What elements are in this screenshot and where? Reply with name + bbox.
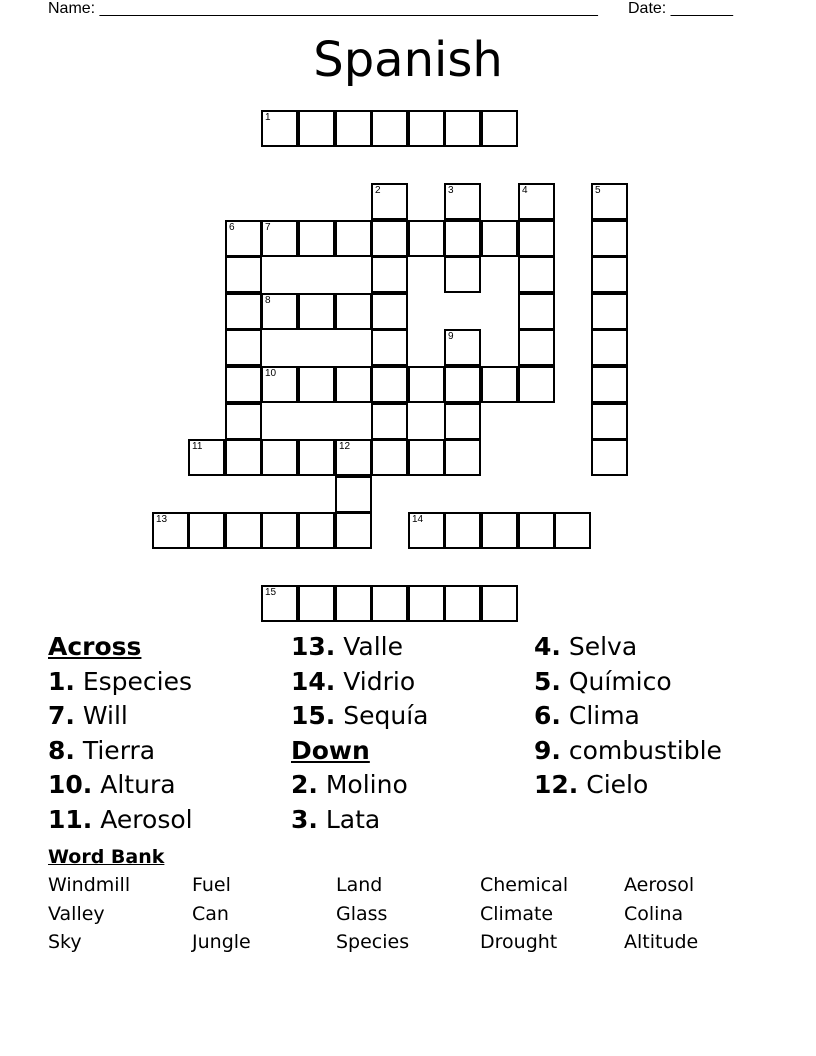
grid-cell: [261, 293, 298, 330]
grid-cell: [371, 366, 408, 403]
grid-cell: [408, 110, 445, 147]
clue-item: [48, 768, 193, 803]
grid-cell: [554, 512, 591, 549]
clue-number-label: 8: [265, 295, 271, 306]
clue-number-label: 11: [192, 441, 203, 452]
clue-text: Selva: [568, 632, 638, 661]
grid-cell: [371, 220, 408, 257]
clue-number-label: 4: [522, 185, 528, 196]
clue-number: 5.: [534, 666, 561, 696]
clue-text: Aerosol: [100, 804, 193, 834]
clue-item: [291, 630, 428, 665]
clue-number-label: 1: [265, 112, 271, 123]
grid-cell: [518, 256, 555, 293]
grid-cell: [261, 585, 298, 622]
down-heading: Down: [291, 735, 370, 765]
clue-item: [534, 699, 722, 734]
name-field-label: Name: ________________________________________________________: [48, 0, 598, 17]
clue-text: Especies: [82, 666, 193, 696]
word-bank-word: Colina: [624, 903, 684, 925]
clue-item: [48, 803, 193, 838]
grid-cell: [408, 366, 445, 403]
grid-cell: [225, 512, 262, 549]
clue-item: [534, 630, 722, 665]
clue-text: Molino: [325, 770, 408, 799]
clue-text: Altura: [100, 770, 176, 799]
word-bank-word: Aerosol: [624, 874, 695, 896]
grid-cell: [481, 110, 518, 147]
word-bank-title: Word Bank: [48, 846, 165, 868]
grid-cell: [298, 110, 335, 147]
grid-cell: [591, 439, 628, 476]
clues-column-1: [48, 630, 193, 837]
grid-cell: [298, 512, 335, 549]
grid-cell: [481, 366, 518, 403]
clue-item: [48, 699, 193, 734]
grid-cell: [444, 220, 481, 257]
grid-cell: [591, 220, 628, 257]
clue-number-label: 6: [229, 222, 235, 233]
word-bank-word: Drought: [480, 931, 558, 953]
word-bank-word: Altitude: [624, 931, 699, 953]
grid-cell: [261, 512, 298, 549]
grid-cell: [518, 512, 555, 549]
grid-cell: [335, 293, 372, 330]
clue-number-label: 3: [448, 185, 454, 196]
grid-cell: [591, 403, 628, 440]
grid-cell: [371, 439, 408, 476]
grid-cell: [591, 329, 628, 366]
clue-number: 13.: [291, 632, 336, 661]
grid-cell: [481, 220, 518, 257]
clue-number-label: 15: [265, 587, 277, 598]
clue-text: Clima: [568, 701, 640, 730]
grid-cell: [225, 439, 262, 476]
grid-cell: [444, 256, 481, 293]
word-bank-word: Climate: [480, 903, 554, 925]
clue-number-label: 2: [375, 185, 381, 196]
grid-cell: [591, 183, 628, 220]
clue-text: Lata: [325, 804, 381, 834]
grid-cell: [518, 183, 555, 220]
grid-cell: [261, 366, 298, 403]
grid-cell: [298, 366, 335, 403]
clue-number-label: 5: [595, 185, 601, 196]
clue-text: Químico: [568, 666, 672, 696]
grid-cell: [335, 220, 372, 257]
grid-cell: [444, 585, 481, 622]
clue-number-label: 10: [265, 368, 277, 379]
grid-cell: [371, 585, 408, 622]
clue-number: 7.: [48, 701, 75, 730]
grid-cell: [371, 110, 408, 147]
clue-text: Valle: [343, 632, 404, 661]
grid-cell: [298, 293, 335, 330]
clue-number-label: 13: [156, 514, 168, 525]
clue-text: Sequía: [343, 701, 429, 730]
clue-item: [291, 699, 428, 734]
word-bank-word: Glass: [336, 903, 388, 925]
grid-cell: [591, 366, 628, 403]
grid-cell: [408, 512, 445, 549]
clue-item: [291, 768, 428, 803]
grid-cell: [444, 110, 481, 147]
grid-cell: [298, 439, 335, 476]
grid-cell: [335, 366, 372, 403]
grid-cell: [518, 329, 555, 366]
clue-number-label: 12: [339, 441, 351, 452]
grid-cell: [481, 512, 518, 549]
grid-cell: [371, 256, 408, 293]
clue-item: [291, 665, 428, 700]
grid-cell: [408, 220, 445, 257]
clue-item: [291, 803, 428, 838]
grid-cell: [225, 293, 262, 330]
clue-item: [48, 665, 193, 700]
clues-column-2: [291, 630, 428, 837]
across-heading: Across: [48, 632, 142, 661]
grid-cell: [371, 329, 408, 366]
grid-cell: [481, 585, 518, 622]
clue-item: [534, 734, 722, 769]
date-field-label: Date: _______: [628, 0, 733, 17]
grid-cell: [225, 403, 262, 440]
clue-text: Vidrio: [343, 666, 416, 696]
clue-number-label: 7: [265, 222, 271, 233]
grid-cell: [298, 585, 335, 622]
grid-cell: [335, 585, 372, 622]
grid-cell: [444, 403, 481, 440]
clue-text: Cielo: [586, 770, 649, 799]
grid-cell: [225, 366, 262, 403]
word-bank-word: Chemical: [480, 874, 569, 896]
grid-cell: [335, 110, 372, 147]
clue-number: 12.: [534, 770, 579, 799]
clue-item: [48, 734, 193, 769]
word-bank-word: Valley: [48, 903, 105, 925]
word-bank-word: Windmill: [48, 874, 131, 896]
clue-number: 4.: [534, 632, 561, 661]
clue-number-label: 14: [412, 514, 424, 525]
grid-cell: [518, 366, 555, 403]
grid-cell: [371, 293, 408, 330]
word-bank-word: Sky: [48, 931, 82, 953]
grid-cell: [408, 439, 445, 476]
grid-cell: [225, 329, 262, 366]
clue-number: 2.: [291, 770, 318, 799]
grid-cell: [225, 220, 262, 257]
grid-cell: [335, 476, 372, 513]
grid-cell: [261, 110, 298, 147]
word-bank-word: Fuel: [192, 874, 231, 896]
grid-cell: [444, 439, 481, 476]
clues-column-3: [534, 630, 722, 803]
grid-cell: [371, 183, 408, 220]
grid-cell: [298, 220, 335, 257]
clue-item: [534, 768, 722, 803]
grid-cell: [188, 512, 225, 549]
grid-cell: [188, 439, 225, 476]
clue-number: 8.: [48, 735, 75, 765]
clue-number: 10.: [48, 770, 93, 799]
grid-cell: [591, 293, 628, 330]
grid-cell: [408, 585, 445, 622]
word-bank-word: Species: [336, 931, 410, 953]
grid-cell: [152, 512, 189, 549]
grid-cell: [335, 512, 372, 549]
grid-cell: [444, 329, 481, 366]
grid-cell: [444, 183, 481, 220]
clue-number: 9.: [534, 735, 561, 765]
clue-text: Will: [82, 701, 128, 730]
clue-number: 14.: [291, 666, 336, 696]
grid-cell: [335, 439, 372, 476]
clue-number: 11.: [48, 804, 93, 834]
grid-cell: [261, 220, 298, 257]
grid-cell: [261, 439, 298, 476]
clue-number: 6.: [534, 701, 561, 730]
clue-text: combustible: [568, 735, 722, 765]
grid-cell: [444, 366, 481, 403]
word-bank-word: Can: [192, 903, 229, 925]
clue-text: Tierra: [82, 735, 156, 765]
grid-cell: [518, 220, 555, 257]
page-title: Spanish: [313, 32, 503, 88]
grid-cell: [225, 256, 262, 293]
clue-number: 3.: [291, 804, 318, 834]
grid-cell: [444, 512, 481, 549]
clue-number-label: 9: [448, 331, 454, 342]
clue-number: 1.: [48, 666, 75, 696]
word-bank-word: Jungle: [192, 931, 251, 953]
clue-item: [534, 665, 722, 700]
grid-cell: [518, 293, 555, 330]
clue-number: 15.: [291, 701, 336, 730]
grid-cell: [371, 403, 408, 440]
word-bank-word: Land: [336, 874, 383, 896]
grid-cell: [591, 256, 628, 293]
